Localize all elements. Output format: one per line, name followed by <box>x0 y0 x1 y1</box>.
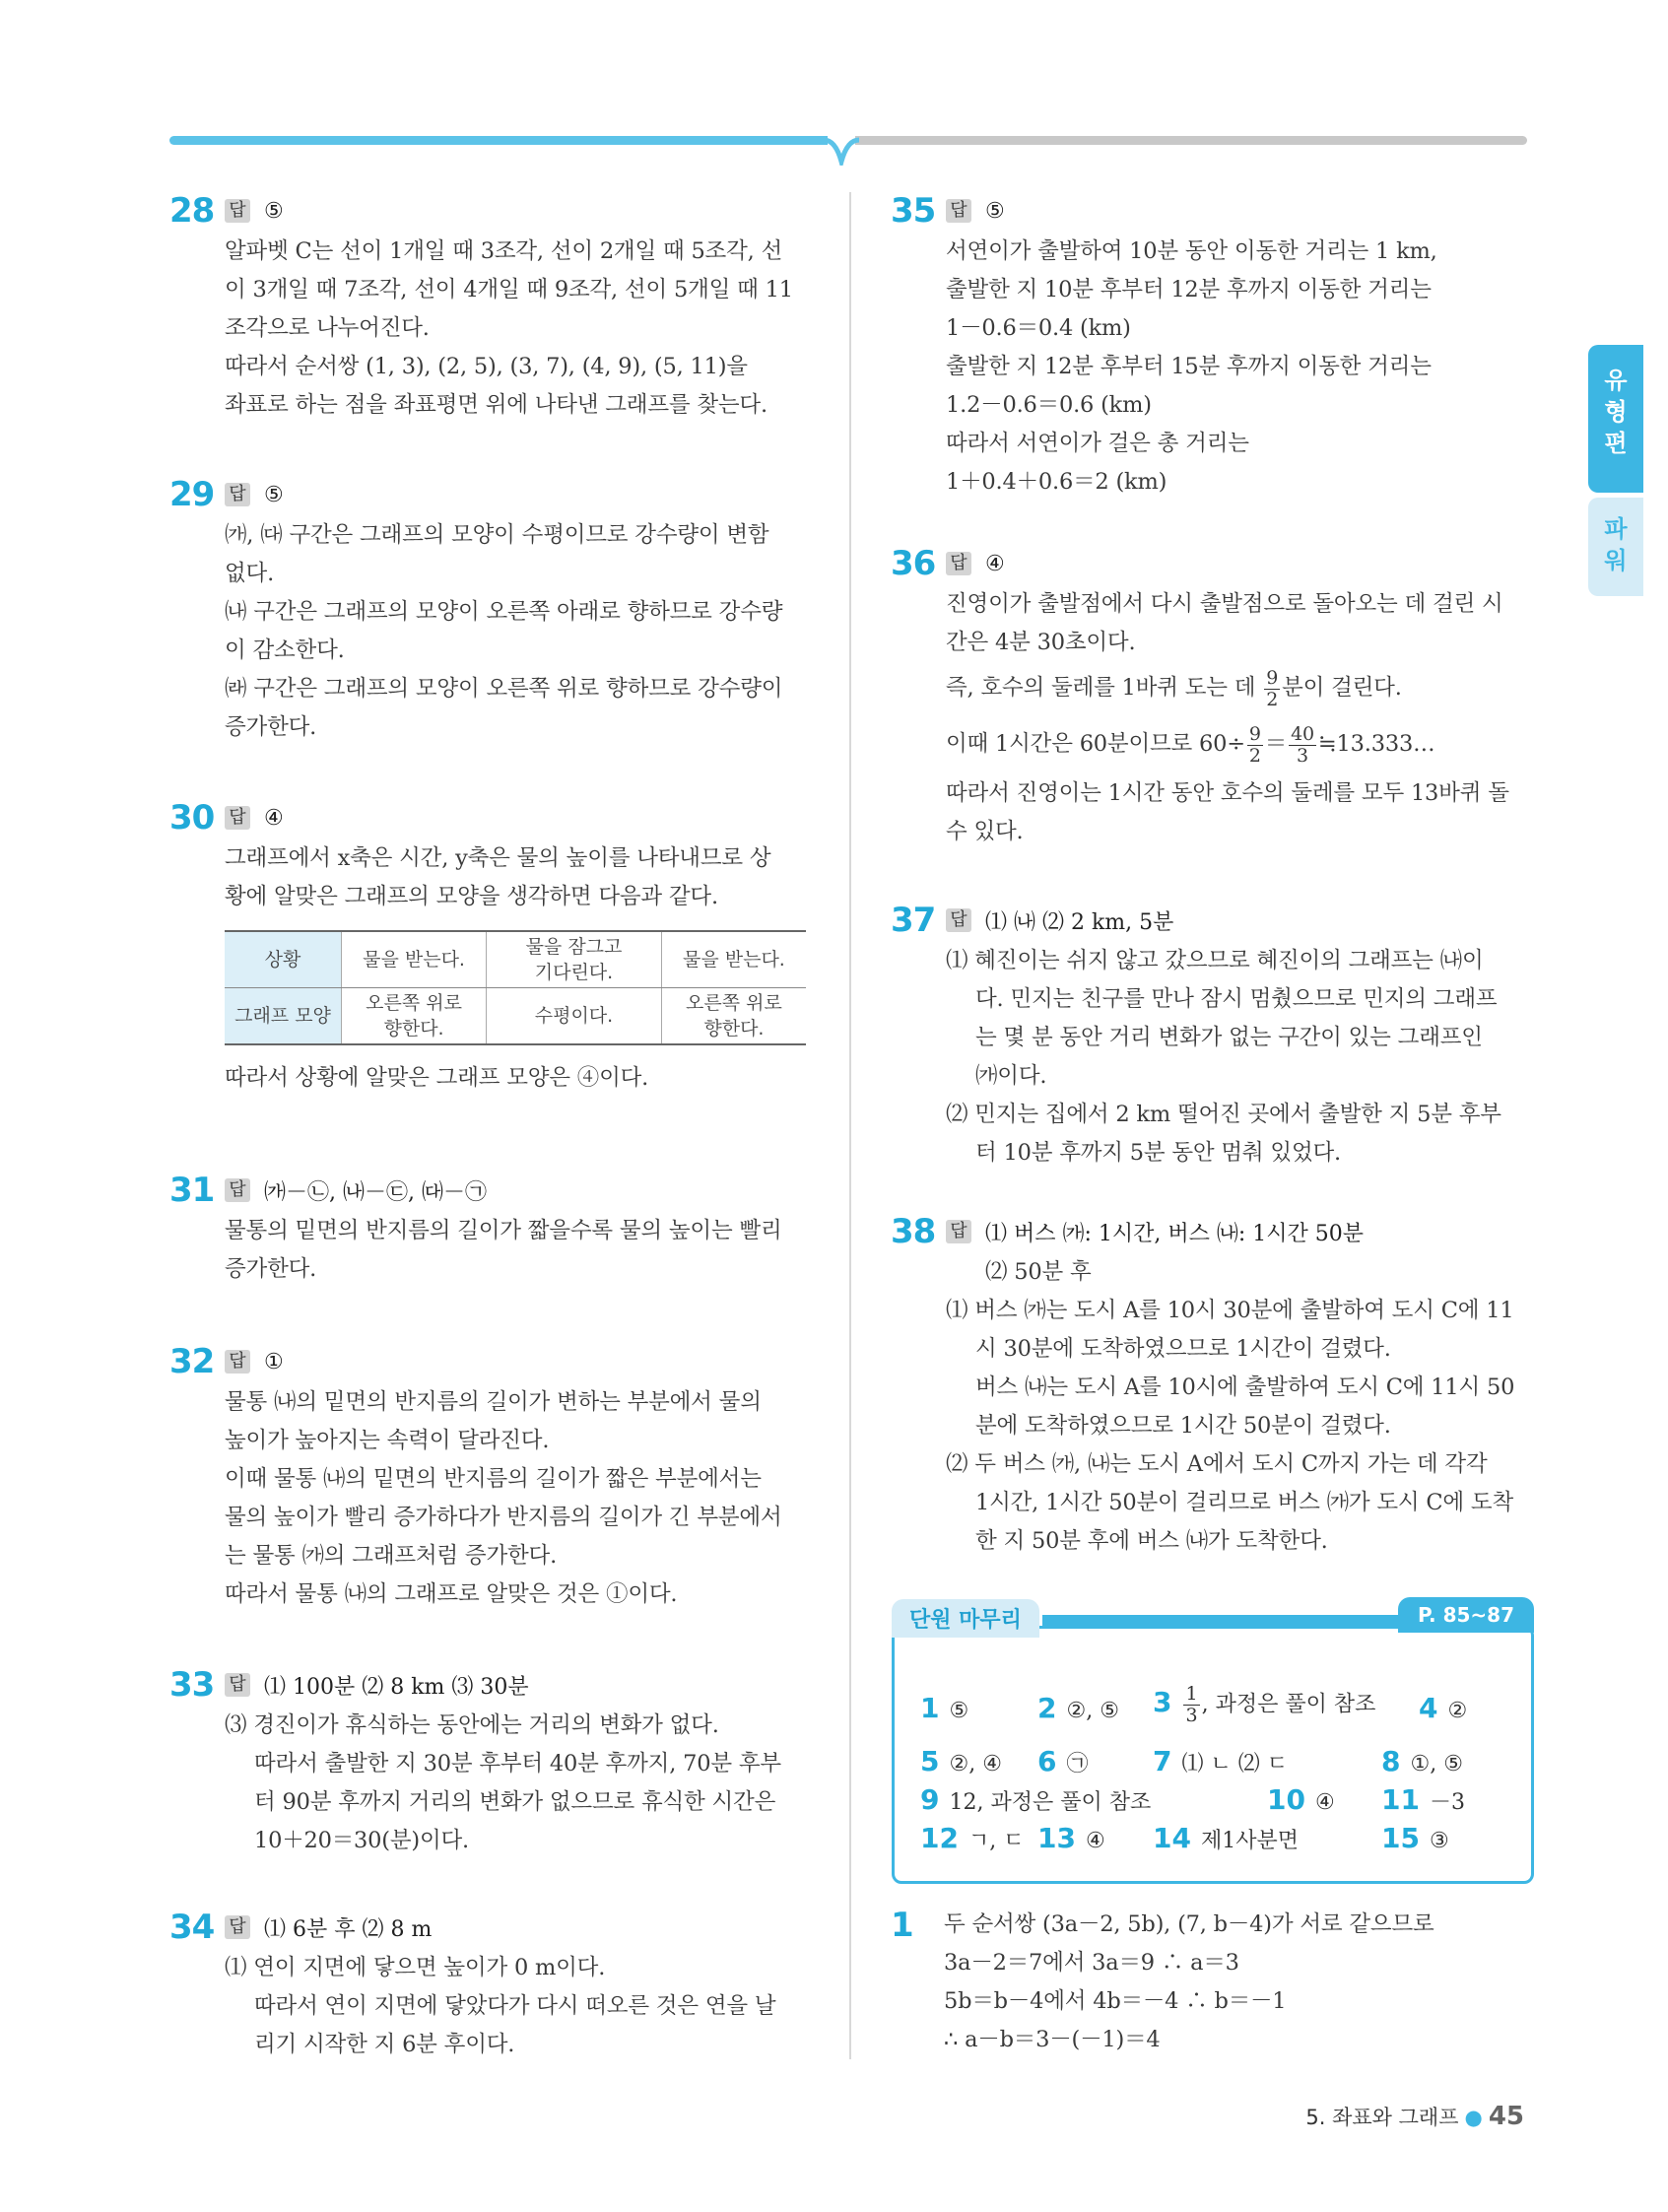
unit-answer-2: 2 ②, ⑤ <box>1037 1692 1119 1724</box>
solution-line: 증가한다. <box>225 1256 317 1282</box>
unit-review-box <box>892 1603 1534 1884</box>
unit-answer-15: 15 ③ <box>1381 1822 1449 1854</box>
problem-number: 28 <box>169 191 215 231</box>
solution-line: 1.2－0.6＝0.6 (km) <box>946 392 1152 418</box>
problem-29 <box>169 473 810 747</box>
solution-1 <box>891 1906 1529 2059</box>
problem-37 <box>891 899 1529 1173</box>
unit-answer-11: 11 －3 <box>1381 1783 1465 1816</box>
solution-line: 높이가 높아지는 속력이 달라진다. <box>225 1428 550 1453</box>
problem-number: 30 <box>169 798 215 838</box>
table-cell: 물을 잠그고 기다린다. <box>487 931 662 988</box>
table-cell: 물을 받는다. <box>661 931 806 988</box>
solution-line: 그래프에서 x축은 시간, y축은 물의 높이를 나타내므로 상 <box>225 845 771 871</box>
solution-line: 따라서 상황에 알맞은 그래프 모양은 ④이다. <box>225 1065 649 1091</box>
unit-answer-8: 8 ①, ⑤ <box>1381 1745 1463 1777</box>
unit-answer-6: 6 ㉠ <box>1037 1745 1089 1777</box>
top-bar-notch <box>824 136 859 166</box>
solution-line: ㈎이다. <box>975 1063 1047 1089</box>
solution-line: 증가한다. <box>225 714 317 740</box>
side-tab-char: 형 <box>1604 398 1628 426</box>
unit-answer-14: 14 제1사분면 <box>1153 1822 1299 1854</box>
unit-review-title: 단원 마무리 <box>892 1599 1039 1638</box>
solution-line: 물통의 밑면의 반지름의 길이가 짧을수록 물의 높이는 빨리 <box>225 1218 782 1243</box>
answer: ⑤ <box>985 198 1005 224</box>
answer-label: 답 <box>225 1915 250 1939</box>
solution-line: 따라서 순서쌍 (1, 3), (2, 5), (3, 7), (4, 9), (5, 11)을 <box>225 354 748 379</box>
side-tab-char: 편 <box>1604 430 1628 457</box>
solution-line: ㈏ 구간은 그래프의 모양이 오른쪽 아래로 향하므로 강수량 <box>225 599 783 625</box>
answer: ④ <box>264 805 284 831</box>
solution-line: 1＋0.4＋0.6＝2 (km) <box>946 469 1168 495</box>
problem-number: 37 <box>891 901 936 940</box>
answer-label: 답 <box>946 552 971 575</box>
table-row <box>225 931 806 988</box>
solution-line: 따라서 서연이가 걸은 총 거리는 <box>946 431 1249 456</box>
situation-table <box>225 930 806 1045</box>
column-divider <box>849 192 851 2059</box>
table-cell: 그래프 모양 <box>225 988 342 1045</box>
answer: ① <box>264 1349 284 1374</box>
solution-line: 이때 물통 ㈏의 밑면의 반지름의 길이가 짧은 부분에서는 <box>225 1466 762 1492</box>
solution-line: ㈎, ㈐ 구간은 그래프의 모양이 수평이므로 강수량이 변함 <box>225 522 769 548</box>
answer-label: 답 <box>946 199 971 223</box>
table-cell: 물을 받는다. <box>342 931 487 988</box>
answer: ⑴ ㈏ ⑵ 2 km, 5분 <box>985 909 1174 935</box>
solution-line: ⑴ 버스 ㈎는 도시 A를 10시 30분에 출발하여 도시 C에 11 <box>946 1298 1514 1323</box>
solution-line: 이 3개일 때 7조각, 선이 4개일 때 9조각, 선이 5개일 때 11 <box>225 277 793 302</box>
answer: ④ <box>985 551 1005 576</box>
solution-line: 10＋20＝30(분)이다. <box>254 1828 470 1853</box>
side-tab-char: 유 <box>1604 367 1628 394</box>
solution-line: 이때 1시간은 60분이므로 60÷ $\frac{9}{2}$ ＝ $\frac{40}{3}$ ≒13.333… <box>946 722 1435 767</box>
problem-number: 35 <box>891 191 936 231</box>
answer: ㈎－㉡, ㈏－㉢, ㈐－㉠ <box>264 1179 487 1205</box>
solution-line: 터 90분 후까지 거리의 변화가 없으므로 휴식한 시간은 <box>254 1789 776 1815</box>
solution-line: ∴ a－b＝3－(－1)＝4 <box>944 2027 1161 2052</box>
solution-line: 시 30분에 도착하였으므로 1시간이 걸렸다. <box>975 1336 1391 1362</box>
problem-number: 33 <box>169 1665 215 1705</box>
solution-line: 없다. <box>225 561 275 586</box>
problem-31 <box>169 1169 810 1289</box>
bullet-icon: ● <box>1464 2106 1483 2129</box>
solution-line: 5b＝b－4에서 4b＝－4 ∴ b＝－1 <box>944 1988 1287 2014</box>
solution-line: ⑶ 경진이가 휴식하는 동안에는 거리의 변화가 없다. <box>225 1712 719 1738</box>
unit-answer-9: 9 12, 과정은 풀이 참조 <box>920 1783 1152 1816</box>
unit-answer-7: 7 ⑴ ㄴ ⑵ ㄷ <box>1153 1745 1288 1777</box>
page-number: 45 <box>1488 2102 1524 2131</box>
problem-30 <box>169 796 810 1098</box>
solution-line: 좌표로 하는 점을 좌표평면 위에 나타낸 그래프를 찾는다. <box>225 392 767 418</box>
solution-line: 1시간, 1시간 50분이 걸리므로 버스 ㈎가 도시 C에 도착 <box>975 1490 1513 1515</box>
top-bar-left <box>169 136 828 145</box>
solution-line: ⑴ 연이 지면에 닿으면 높이가 0 m이다. <box>225 1955 606 1980</box>
problem-38 <box>891 1210 1529 1561</box>
solution-line: 진영이가 출발점에서 다시 출발점으로 돌아오는 데 걸린 시 <box>946 591 1503 617</box>
table-cell: 오른쪽 위로 향한다. <box>661 988 806 1045</box>
solution-line: ⑵ 두 버스 ㈎, ㈏는 도시 A에서 도시 C까지 가는 데 각각 <box>946 1451 1488 1477</box>
solution-line: 출발한 지 10분 후부터 12분 후까지 이동한 거리는 <box>946 277 1432 302</box>
answer-label: 답 <box>225 1178 250 1202</box>
solution-line: 즉, 호수의 둘레를 1바퀴 도는 데 $\frac{9}{2}$ 분이 걸린다. <box>946 666 1402 710</box>
solution-line: ⑴ 혜진이는 쉬지 않고 갔으므로 혜진이의 그래프는 ㈏이 <box>946 948 1484 973</box>
solution-line: 터 10분 후까지 5분 동안 멈춰 있었다. <box>975 1140 1341 1166</box>
unit-review-pages: P. 85~87 <box>1398 1597 1534 1633</box>
problem-number: 1 <box>891 1906 913 1945</box>
unit-answer-10: 10 ④ <box>1267 1783 1335 1816</box>
solution-line: 따라서 물통 ㈏의 그래프로 알맞은 것은 ①이다. <box>225 1581 678 1607</box>
solution-line: 황에 알맞은 그래프의 모양을 생각하면 다음과 같다. <box>225 884 718 909</box>
solution-line: 물통 ㈏의 밑면의 반지름의 길이가 변하는 부분에서 물의 <box>225 1389 762 1415</box>
solution-line: 수 있다. <box>946 819 1024 844</box>
solution-line: 물의 높이가 빨리 증가하다가 반지름의 길이가 긴 부분에서 <box>225 1505 782 1530</box>
chapter-title: 5. 좌표와 그래프 <box>1305 2106 1459 2129</box>
problem-33 <box>169 1663 810 1860</box>
table-cell: 오른쪽 위로 향한다. <box>342 988 487 1045</box>
answer-label: 답 <box>225 1350 250 1374</box>
problem-34 <box>169 1906 810 2064</box>
solution-line: 조각으로 나누어진다. <box>225 315 430 341</box>
side-tab-power[interactable] <box>1588 498 1643 596</box>
problem-number: 38 <box>891 1212 936 1251</box>
problem-number: 29 <box>169 475 215 514</box>
solution-line: 는 물통 ㈎의 그래프처럼 증가한다. <box>225 1543 558 1569</box>
solution-line: 리기 시작한 지 6분 후이다. <box>254 2032 515 2057</box>
answer-label: 답 <box>225 199 250 223</box>
solution-line: 버스 ㈏는 도시 A를 10시에 출발하여 도시 C에 11시 50 <box>975 1374 1515 1400</box>
answer: ⑴ 버스 ㈎: 1시간, 버스 ㈏: 1시간 50분 <box>985 1221 1365 1246</box>
answer: ⑤ <box>264 198 284 224</box>
problem-35 <box>891 189 1529 502</box>
solution-line: 알파벳 C는 선이 1개일 때 3조각, 선이 2개일 때 5조각, 선 <box>225 238 783 264</box>
unit-answer-3: 3 $\frac{1}{3}$ , 과정은 풀이 참조 <box>1153 1683 1376 1726</box>
problem-28 <box>169 189 810 425</box>
side-tab-type[interactable] <box>1588 345 1643 493</box>
unit-answer-1: 1 ⑤ <box>920 1692 969 1724</box>
problem-number: 36 <box>891 544 936 583</box>
solution-line: 분에 도착하였으므로 1시간 50분이 걸렸다. <box>975 1413 1391 1439</box>
unit-answer-12: 12 ㄱ, ㄷ <box>920 1822 1025 1854</box>
fraction: $\frac{9}{2}$ <box>1248 722 1261 767</box>
solution-line: 다. 민지는 친구를 만나 잠시 멈췄으므로 민지의 그래프 <box>975 986 1498 1012</box>
fraction: $\frac{9}{2}$ <box>1266 666 1279 710</box>
answer: ⑴ 100분 ⑵ 8 km ⑶ 30분 <box>264 1674 529 1700</box>
answer-label: 답 <box>946 908 971 932</box>
solution-line: 두 순서쌍 (3a－2, 5b), (7, b－4)가 서로 같으므로 <box>944 1911 1434 1937</box>
table-cell: 수평이다. <box>487 988 662 1045</box>
solution-line: 따라서 진영이는 1시간 동안 호수의 둘레를 모두 13바퀴 돌 <box>946 780 1509 806</box>
solution-line: 한 지 50분 후에 버스 ㈏가 도착한다. <box>975 1528 1328 1554</box>
unit-answer-5: 5 ②, ④ <box>920 1745 1002 1777</box>
answer: ⑴ 6분 후 ⑵ 8 m <box>264 1916 433 1942</box>
answer-line: ⑵ 50분 후 <box>985 1259 1092 1285</box>
problem-36 <box>891 542 1529 851</box>
problem-number: 34 <box>169 1908 215 1947</box>
answer-label: 답 <box>946 1220 971 1243</box>
table-cell: 상황 <box>225 931 342 988</box>
unit-answer-13: 13 ④ <box>1037 1822 1105 1854</box>
answer-label: 답 <box>225 483 250 506</box>
table-row <box>225 988 806 1045</box>
answer-label: 답 <box>225 1673 250 1697</box>
solution-line: 1－0.6＝0.4 (km) <box>946 315 1131 341</box>
solution-line: ⑵ 민지는 집에서 2 km 떨어진 곳에서 출발한 지 5분 후부 <box>946 1102 1501 1127</box>
problem-32 <box>169 1340 810 1614</box>
side-tab-char: 워 <box>1604 547 1628 574</box>
answer-label: 답 <box>225 806 250 830</box>
top-bar-right <box>855 136 1527 145</box>
solution-line: 이 감소한다. <box>225 637 345 663</box>
side-tab-char: 파 <box>1604 515 1628 543</box>
solution-line: 따라서 출발한 지 30분 후부터 40분 후까지, 70분 후부 <box>254 1751 781 1776</box>
problem-number: 32 <box>169 1342 215 1381</box>
solution-line: ㈑ 구간은 그래프의 모양이 오른쪽 위로 향하므로 강수량이 <box>225 676 783 702</box>
solution-line: 간은 4분 30초이다. <box>946 630 1136 655</box>
fraction: $\frac{40}{3}$ <box>1291 722 1314 767</box>
unit-answer-4: 4 ② <box>1419 1692 1468 1724</box>
problem-number: 31 <box>169 1171 215 1210</box>
solution-line: 서연이가 출발하여 10분 동안 이동한 거리는 1 km, <box>946 238 1437 264</box>
page-footer <box>1305 2102 1524 2131</box>
answer: ⑤ <box>264 482 284 507</box>
solution-line: 출발한 지 12분 후부터 15분 후까지 이동한 거리는 <box>946 354 1432 379</box>
solution-line: 는 몇 분 동안 거리 변화가 없는 구간이 있는 그래프인 <box>975 1025 1483 1050</box>
solution-line: 따라서 연이 지면에 닿았다가 다시 떠오른 것은 연을 날 <box>254 1993 776 2019</box>
solution-line: 3a－2＝7에서 3a＝9 ∴ a＝3 <box>944 1950 1239 1976</box>
